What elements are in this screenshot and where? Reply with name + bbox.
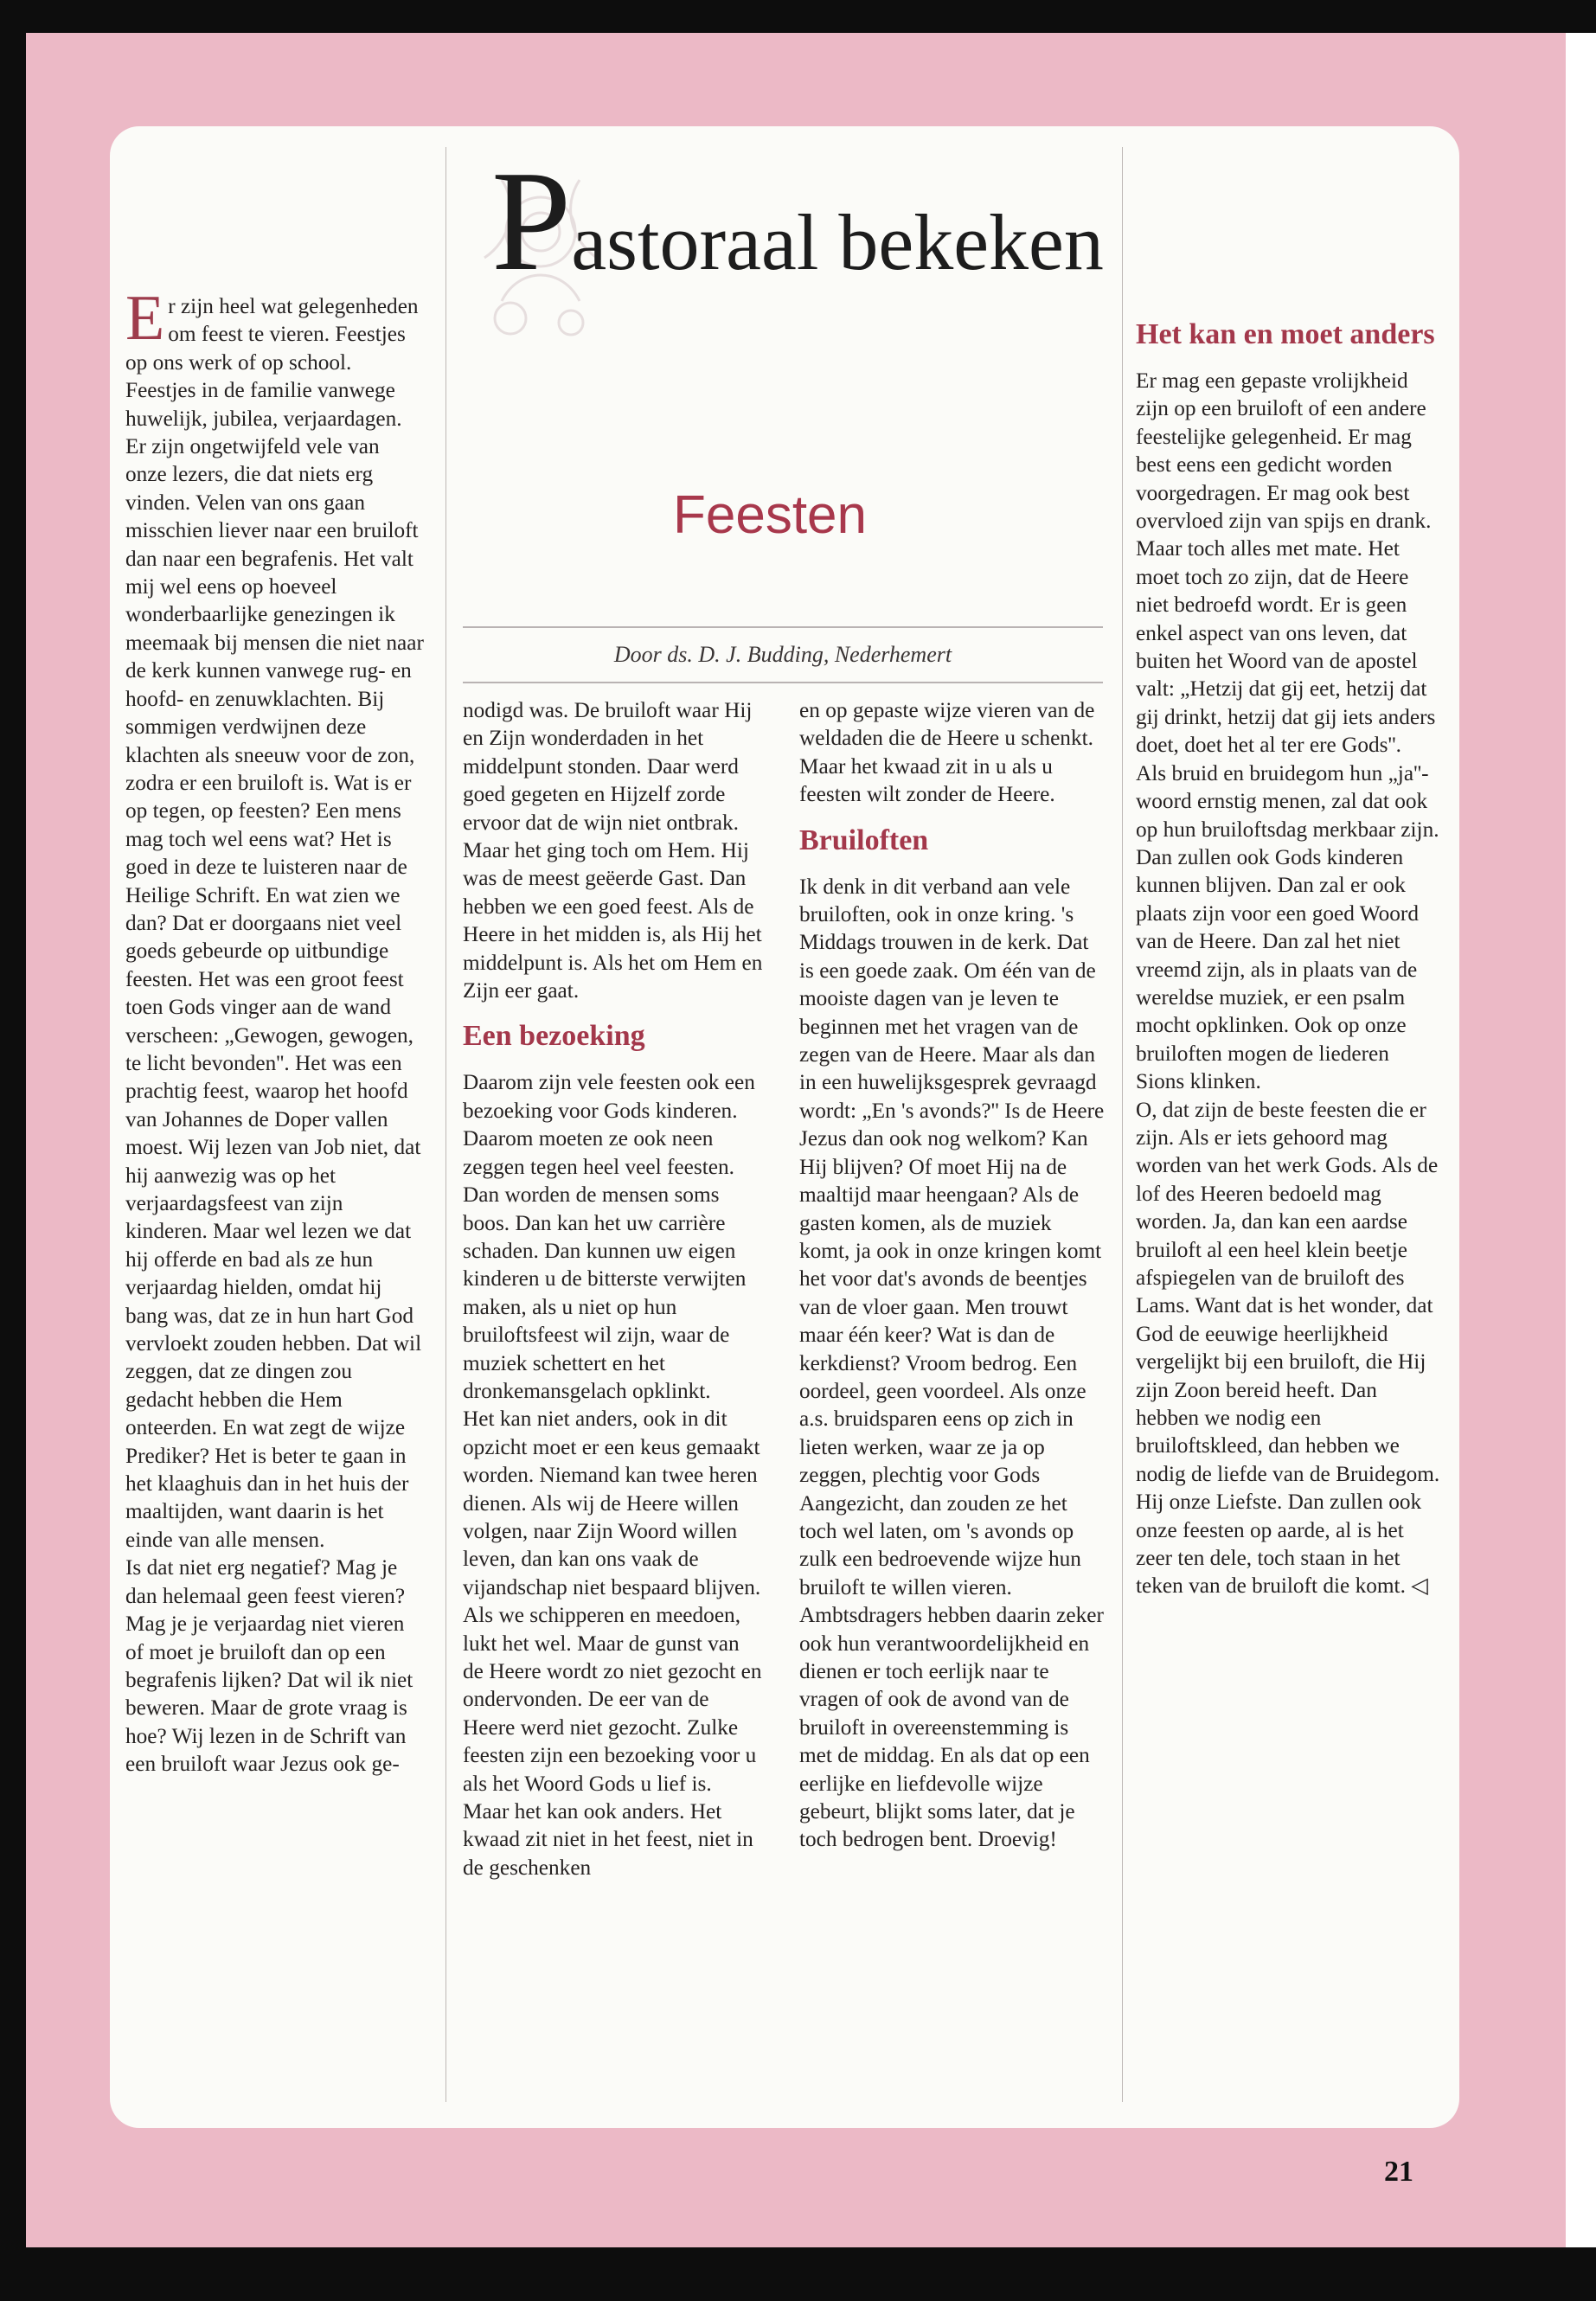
paragraph: Ambtsdragers hebben daarin zeker ook hun verantwoordelijkheid en dienen er toch eerlijk naar te vragen of ook de avond van de bruiloft in overeenstemming is met de middag. En als dat op een eerlijke en liefdevolle wijze gebeurt, blijkt soms later, dat je toch bedrogen bent. Droevig! — [799, 1603, 1104, 1852]
paragraph: Het kan niet anders, ook in dit opzicht moet er een keus gemaakt worden. Niemand kan twee heren dienen. Als wij de Heere willen volgen, naar Zijn Woord willen leven, dan kan ons vaak de vijandschap niet bespaard blijven. Als we schipperen en meedoen, lukt het wel. Maar de gunst van de Heere wordt zo niet gezocht en ondervonden. De eer van de Heere werd niet gezocht. Zulke feesten zijn een bezoeking voor u als het Woord Gods u lief is. — [463, 1407, 762, 1796]
page-title — [491, 141, 1104, 300]
title-initial: P — [491, 141, 572, 300]
paragraph: Ik denk in dit verband aan vele bruiloften, ook in onze kring. 's Middags trouwen in de kerk. Dat is een goede zaak. Om één van de mooiste dagen van je leven te beginnen met het vragen van de zegen van de Heere. Maar als dan in een huwelijksgesprek gevraagd wordt: „En 's avonds?'' Is de Heere Jezus dan ook nog welkom? Kan Hij blijven? Of moet Hij na de maaltijd maar heengaan? Als de gasten komen, als de muziek komt, ja ook in onze kringen komt het voor dat's avonds de beentjes van de vloer gaan. Men trouwt maar één keer? Wat is dan de kerkdienst? Vroom bedrog. Een oordeel, geen voordeel. Als onze a.s. bruidsparen eens op zich in lieten werken, waar ze ja op zeggen, plechtig voor Gods Aangezicht, dan zouden ze het toch wel laten, om 's avonds op zulk een bedroevende wijze hun bruiloft te willen vieren. — [799, 874, 1105, 1599]
section-heading: Bruiloften — [799, 824, 929, 856]
column-1 — [125, 283, 424, 1779]
column-rule — [445, 147, 446, 2102]
paragraph: en op gepaste wijze vieren van de weldaden die de Heere u schenkt. Maar het kwaad zit in u als u feesten wilt zonder de Heere. — [799, 698, 1095, 807]
byline: Door ds. D. J. Budding, Nederhemert — [463, 626, 1103, 683]
drop-cap: E — [125, 283, 165, 354]
scan-bottom-border — [0, 2247, 1596, 2301]
section-heading: Het kan en moet anders — [1136, 318, 1435, 350]
paragraph: Maar het ging toch om Hem. Hij was de meest geëerde Gast. Dan hebben we een goed feest. Als de Heere in het midden is, als Hij het middelpunt is. Als het om Hem en Zijn eer gaat. — [463, 838, 763, 1003]
title-rest: astoraal bekeken — [571, 198, 1104, 286]
scan-top-border — [0, 0, 1596, 33]
article-subtitle: Feesten — [672, 485, 868, 545]
paragraph: Maar het kan ook anders. Het kwaad zit niet in het feest, niet in de geschenken — [463, 1799, 753, 1880]
paragraph: Als bruid en bruidegom hun „ja''-woord ernstig menen, zal dat ook op hun bruiloftsdag merkbaar zijn. Dan zullen ook Gods kinderen kunnen blijven. Dan zal er ook plaats zijn voor een goed Woord van de Heere. Dan zal het niet vreemd zijn, als in plaats van de wereldse muziek, er een psalm mocht opklinken. Ook op onze bruiloften mogen de liederen Sions klinken. — [1136, 760, 1439, 1094]
column-4 — [1136, 318, 1440, 1600]
scan-left-border — [0, 33, 26, 2247]
paragraph: Daarom zijn vele feesten ook een bezoeking voor Gods kinderen. Daarom moeten ze ook neen zeggen tegen heel veel feesten. Dan worden de mensen soms boos. Dan kan het uw carrière schaden. Dan kunnen uw eigen kinderen u de bitterste verwijten maken, als u niet op hun bruiloftsfeest wil zijn, waar de muziek schettert en het dronkemansgelach opklinkt. — [463, 1070, 755, 1403]
paragraph: Er mag een gepaste vrolijkheid zijn op een bruiloft of een andere feestelijke gelegenheid. Er mag best eens een gedicht worden voorgedragen. Er mag ook best overvloed zijn van spijs en drank. Maar toch alles met mate. Het moet toch zo zijn, dat de Heere niet bedroefd wordt. Er is geen enkel aspect van ons leven, dat buiten het Woord van de apostel valt: „Hetzij dat gij eet, hetzij dat gij drinkt, hetzij dat gij iets anders doet, doet het al ter ere Gods''. — [1136, 369, 1436, 758]
paragraph: r zijn heel wat gelegenheden om feest te vieren. Feestjes op ons werk of op school. Feestjes in de familie vanwege huwelijk, jubilea, verjaardagen. Er zijn ongetwijfeld vele van onze lezers, die dat niets erg vinden. Velen van ons gaan misschien liever naar een bruiloft dan naar een begrafenis. Het valt mij wel eens op hoeveel wonderbaarlijke genezingen ik meemaak bij mensen die niet naar de kerk kunnen vanwege rug- en hoofd- en zenuwklachten. Bij sommigen verdwijnen deze klachten als sneeuw voor de zon, zodra er een bruiloft is. Wat is er op tegen, op feesten? Een mens mag toch wel eens wat? Het is goed in deze te luisteren naar de Heilige Schrift. En wat zien we dan? Dat er doorgaans niet veel goeds gebeurde op uitbundige feesten. Het was een groot feest toen Gods vinger aan de wand verscheen: „Gewogen, gewogen, te licht bevonden''. Het was een prachtig feest, waarop het hoofd van Johannes de Doper vallen moest. Wij lezen van Job niet, dat hij aanwezig was op het verjaardagsfeest van zijn kinderen. Maar wel lezen we dat hij offerde en bad als ze hun verjaardag hielden, omdat hij bang was, dat ze in hun hart God vervloekt zouden hebben. Dat wil zeggen, dat ze dingen zou gedacht hebben die Hem onteerden. En wat zegt de wijze Prediker? Het is beter te gaan in het klaaghuis dan in het huis der maaltijden, want daarin is het einde van alle mensen. — [125, 294, 424, 1552]
paragraph: O, dat zijn de beste feesten die er zijn. Als er iets gehoord mag worden van het werk Gods. Als de lof des Heeren bedoeld mag worden. Ja, dan kan een aardse bruiloft al een heel klein beetje afspiegelen van de bruiloft des Lams. Want dat is het wonder, dat God de eeuwige heerlijkheid vergelijkt bij een bruiloft, die Hij zijn Zoon bereid heeft. Dan hebben we nodig een bruiloftskleed, dan hebben we nodig de liefde van de Bruidegom. Hij onze Liefste. Dan zullen ook onze feesten op aarde, al is het zeer ten dele, toch staan in het teken van de bruiloft die komt. ◁ — [1136, 1097, 1440, 1599]
page-number: 21 — [1384, 2156, 1413, 2188]
column-2 — [463, 696, 764, 1881]
column-rule — [1122, 147, 1123, 2102]
section-heading: Een bezoeking — [463, 1020, 645, 1053]
paragraph: nodigd was. De bruiloft waar Hij en Zijn wonderdaden in het middelpunt stonden. Daar werd goed gegeten en Hijzelf zorde ervoor dat de wijn niet ontbrak. — [463, 698, 753, 835]
column-3 — [799, 696, 1106, 1854]
paragraph: Is dat niet erg negatief? Mag je dan helemaal geen feest vieren? Mag je je verjaardag niet vieren of moet je bruiloft dan op een begrafenis lijken? Dat wil ik niet beweren. Maar de grote vraag is hoe? Wij lezen in de Schrift van een bruiloft waar Jezus ook ge- — [125, 1555, 413, 1777]
